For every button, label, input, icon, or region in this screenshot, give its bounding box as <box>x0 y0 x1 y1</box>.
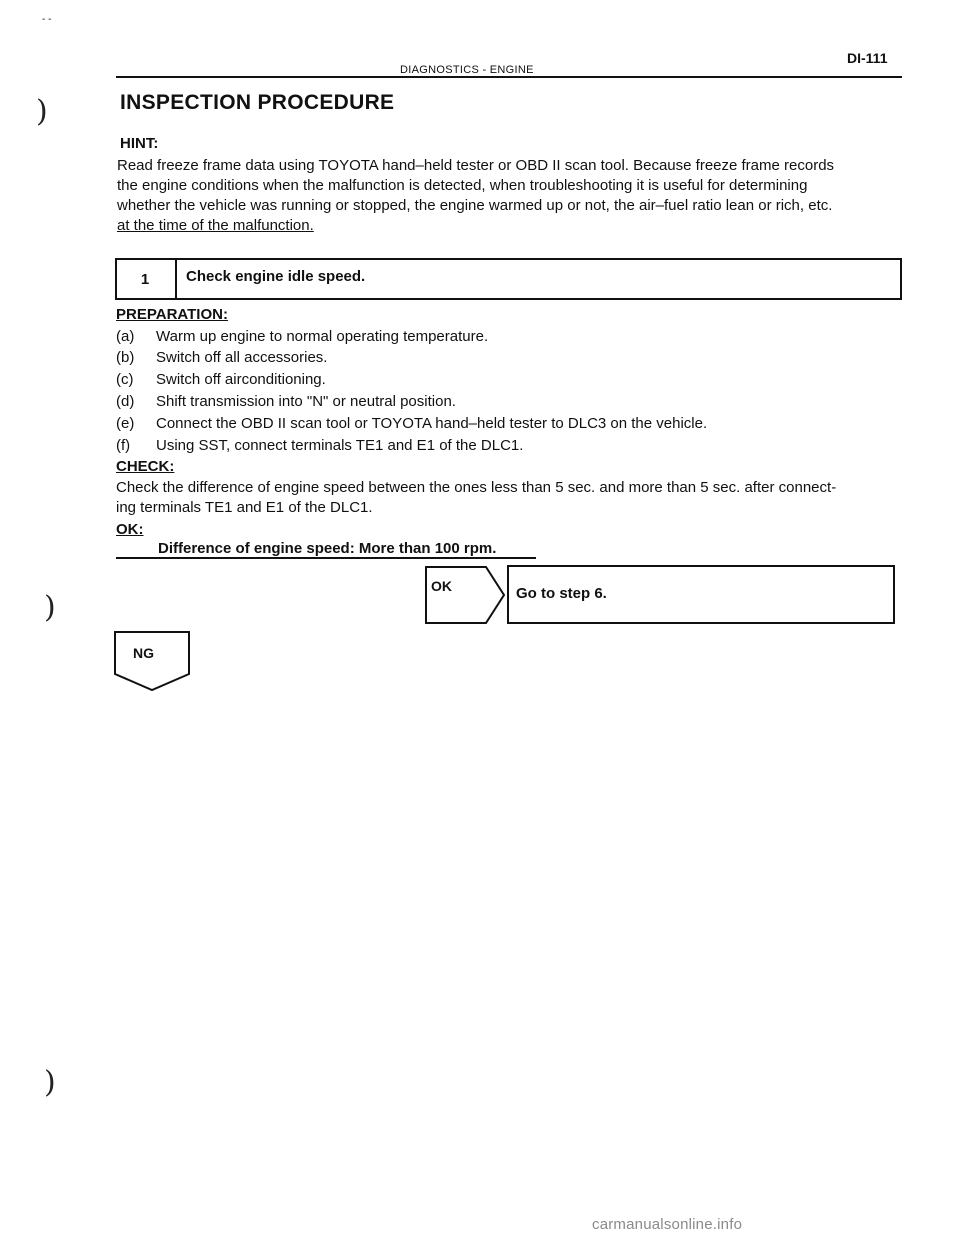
hint-line: Read freeze frame data using TOYOTA hand–held tester or OBD II scan tool. Because freeze frame records <box>117 157 835 174</box>
item-text: Switch off all accessories. <box>156 349 328 366</box>
binder-hole-mark: ) <box>36 94 48 129</box>
item-text: Switch off airconditioning. <box>156 371 326 388</box>
preparation-item <box>116 371 326 388</box>
header-section-title: DIAGNOSTICS - ENGINE <box>400 64 534 76</box>
step-title: Check engine idle speed. <box>186 268 366 285</box>
page-title: INSPECTION PROCEDURE <box>120 91 395 114</box>
item-letter: (e) <box>116 415 135 432</box>
ng-down-tag <box>113 630 191 692</box>
preparation-item <box>116 437 523 454</box>
hint-line: at the time of the malfunction. <box>117 217 314 234</box>
item-text: Connect the OBD II scan tool or TOYOTA hand–held tester to DLC3 on the vehicle. <box>156 415 708 432</box>
preparation-item <box>116 415 707 432</box>
ng-tag-label: NG <box>133 645 154 661</box>
page-number: DI-111 <box>847 50 888 66</box>
item-text: Shift transmission into "N" or neutral position. <box>156 393 456 410</box>
preparation-item <box>116 328 488 345</box>
hint-line: whether the vehicle was running or stopped, the engine warmed up or not, the air–fuel ratio lean or rich, etc. <box>117 197 833 214</box>
item-letter: (f) <box>116 437 131 454</box>
check-line: ing terminals TE1 and E1 of the DLC1. <box>116 499 373 516</box>
binder-hole-mark: ) <box>44 1065 56 1100</box>
item-text: Warm up engine to normal operating temperature. <box>156 328 489 345</box>
ok-destination: Go to step 6. <box>516 585 607 602</box>
hint-paragraph <box>117 156 902 236</box>
item-text: Using SST, connect terminals TE1 and E1 of the DLC1. <box>156 437 524 454</box>
preparation-item <box>116 349 327 366</box>
binder-hole-mark: ) <box>44 590 56 625</box>
hint-line: the engine conditions when the malfunction is detected, when troubleshooting it is useful for determining <box>117 177 808 194</box>
ok-label: OK: <box>116 521 144 538</box>
ok-arrow-tag <box>424 565 508 625</box>
watermark: carmanualsonline.info <box>592 1216 743 1233</box>
check-paragraph <box>116 478 836 518</box>
item-letter: (c) <box>116 371 134 388</box>
ok-tag-label: OK <box>431 578 452 594</box>
check-line: Check the difference of engine speed between the ones less than 5 sec. and more than 5 sec. after connect- <box>116 479 837 496</box>
item-letter: (a) <box>116 328 135 345</box>
item-letter: (b) <box>116 349 135 366</box>
scan-mark: - - <box>42 14 52 25</box>
hint-label: HINT: <box>120 135 159 152</box>
preparation-label: PREPARATION: <box>116 306 228 323</box>
step-number: 1 <box>115 258 177 300</box>
check-label: CHECK: <box>116 458 175 475</box>
header-rule <box>116 76 902 78</box>
ok-rule <box>116 557 536 559</box>
item-letter: (d) <box>116 393 135 410</box>
preparation-item <box>116 393 456 410</box>
ok-result: Difference of engine speed: More than 100 rpm. <box>158 540 497 557</box>
